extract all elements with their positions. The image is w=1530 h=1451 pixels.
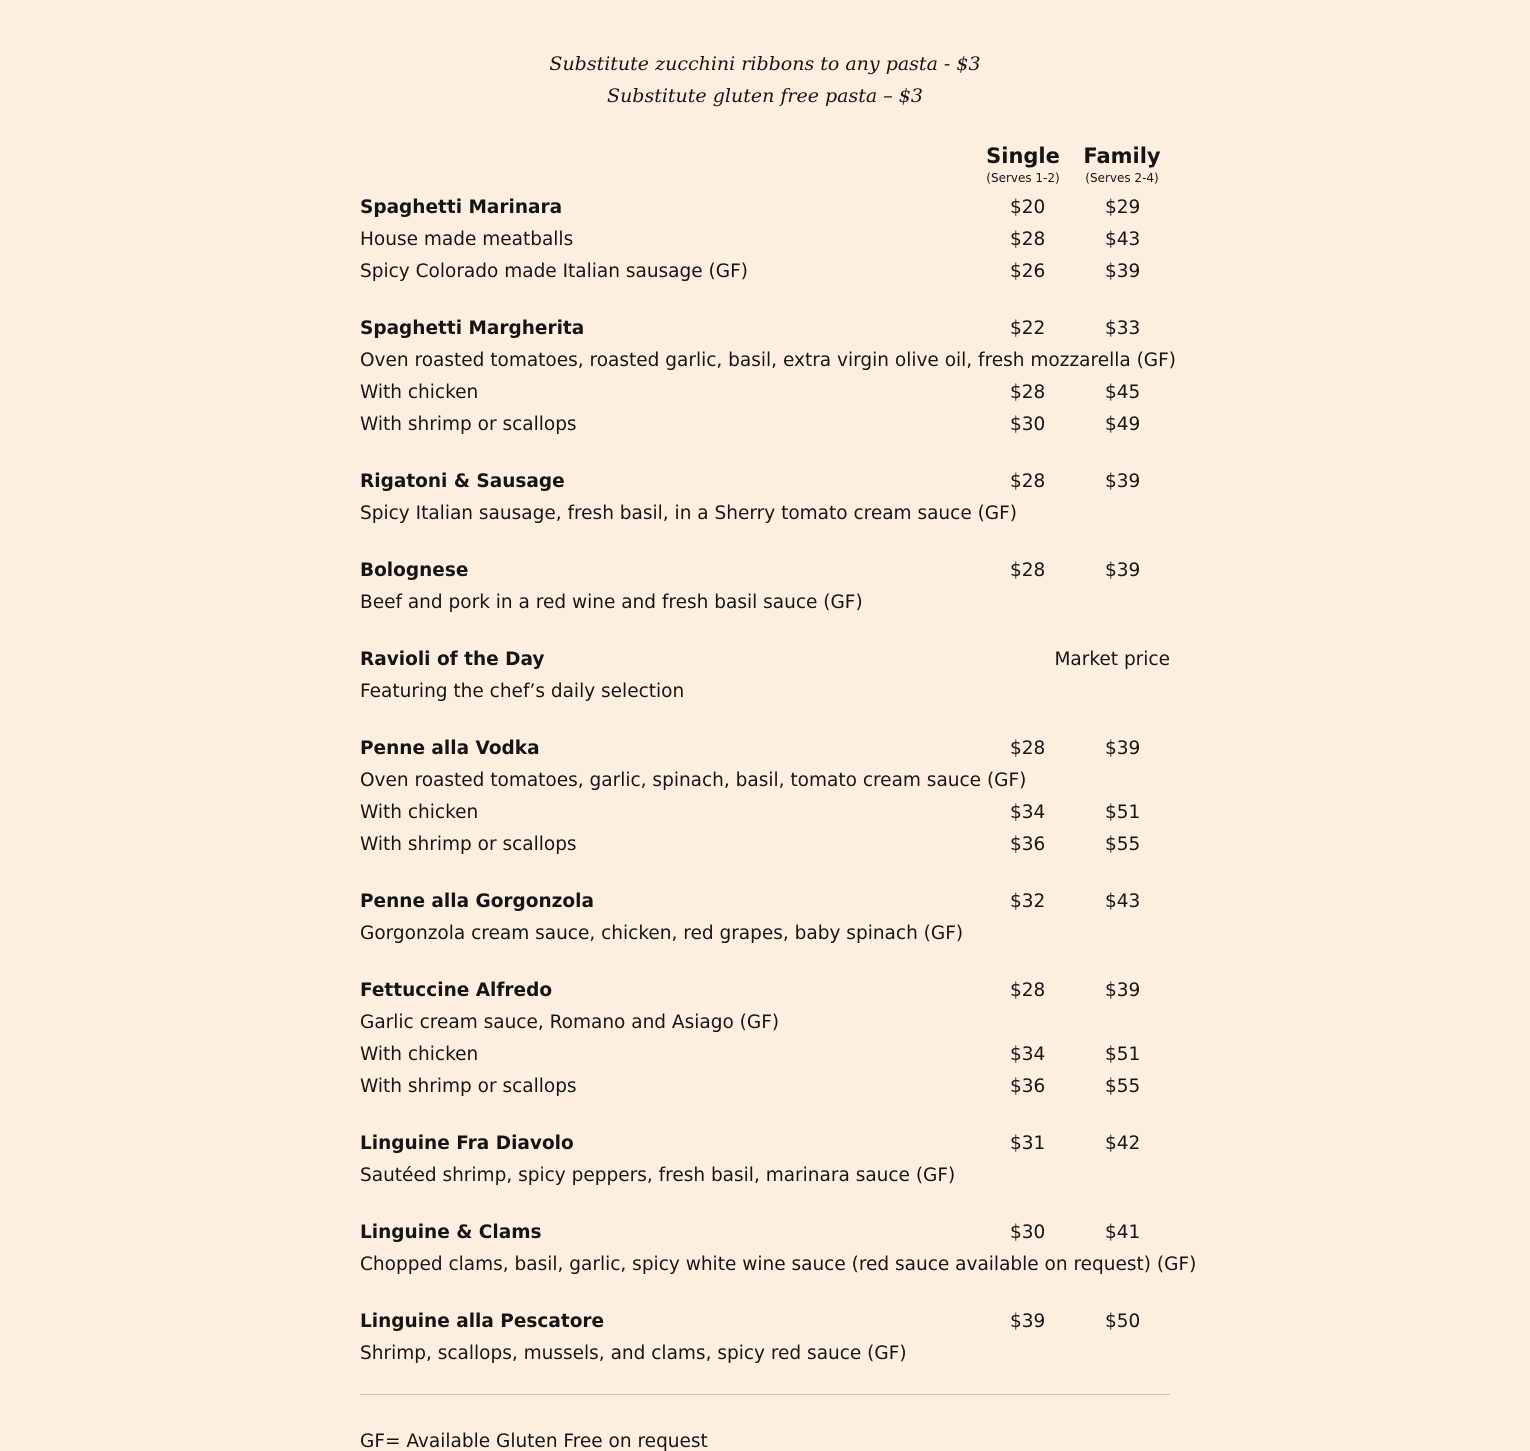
dish-detail: Spicy Colorado made Italian sausage (GF): [360, 261, 748, 282]
price-single: $28: [1010, 229, 1046, 250]
price-family: $39: [1105, 738, 1141, 759]
menu-item-detail: [360, 765, 1170, 797]
dish-detail: Featuring the chef’s daily selection: [360, 681, 685, 702]
menu-item-detail: [360, 829, 1170, 861]
price-single: $28: [1010, 980, 1046, 1001]
menu-item: [360, 644, 1170, 676]
substitution-notes: [0, 48, 1530, 112]
price-single: $36: [1010, 834, 1046, 855]
dish-detail: With chicken: [360, 1044, 479, 1065]
menu-item: [360, 313, 1170, 345]
price-single: $31: [1010, 1133, 1046, 1154]
column-sub-single: (Serves 1-2): [986, 171, 1060, 185]
price-family: $41: [1105, 1222, 1141, 1243]
price-single: $22: [1010, 318, 1046, 339]
menu-item-detail: [360, 1249, 1197, 1281]
price-single: $28: [1010, 382, 1046, 403]
menu-item: [360, 733, 1170, 765]
menu-item-detail: [360, 498, 1170, 530]
price-single: $32: [1010, 891, 1046, 912]
price-single: $28: [1010, 471, 1046, 492]
column-header-family: [1072, 142, 1172, 186]
menu-item: [360, 555, 1170, 587]
menu-item: [360, 1306, 1170, 1338]
menu-item-detail: [360, 345, 1176, 377]
price-family: $55: [1105, 1076, 1141, 1097]
dish-detail: House made meatballs: [360, 229, 574, 250]
column-title-family: Family: [1083, 144, 1161, 168]
dish-name: Linguine & Clams: [360, 1222, 542, 1243]
price-single: $30: [1010, 1222, 1046, 1243]
menu-item-detail: [360, 1338, 1170, 1370]
menu-item-detail: [360, 918, 1170, 950]
dish-detail: With shrimp or scallops: [360, 834, 577, 855]
price-family: $55: [1105, 834, 1141, 855]
dish-name: Linguine alla Pescatore: [360, 1311, 605, 1332]
dish-detail: Chopped clams, basil, garlic, spicy white wine sauce (red sauce available on request) (GF): [360, 1254, 1197, 1275]
dish-detail: With shrimp or scallops: [360, 414, 577, 435]
price-single: $34: [1010, 802, 1046, 823]
column-sub-family: (Serves 2-4): [1085, 171, 1159, 185]
note-zucchini: Substitute zucchini ribbons to any pasta - $3: [549, 53, 981, 75]
dish-detail: Sautéed shrimp, spicy peppers, fresh basil, marinara sauce (GF): [360, 1165, 956, 1186]
menu-item-detail: [360, 1160, 1170, 1192]
dish-detail: With chicken: [360, 802, 479, 823]
price-family: $33: [1105, 318, 1141, 339]
price-family: $39: [1105, 261, 1141, 282]
menu-item-detail: [360, 797, 1170, 829]
price-family: $51: [1105, 1044, 1141, 1065]
divider: [360, 1394, 1170, 1395]
menu-item: [360, 1128, 1170, 1160]
dish-detail: With shrimp or scallops: [360, 1076, 577, 1097]
menu-item-detail: [360, 377, 1170, 409]
price-single: $34: [1010, 1044, 1046, 1065]
dish-name: Spaghetti Margherita: [360, 318, 585, 339]
dish-detail: Spicy Italian sausage, fresh basil, in a Sherry tomato cream sauce (GF): [360, 503, 1018, 524]
price-single: $20: [1010, 197, 1046, 218]
menu-item-detail: [360, 587, 1170, 619]
dish-name: Rigatoni & Sausage: [360, 471, 565, 492]
column-header-single: [973, 142, 1073, 186]
dish-name: Penne alla Vodka: [360, 738, 540, 759]
price-family: $29: [1105, 197, 1141, 218]
menu-item: [360, 466, 1170, 498]
price-single: $26: [1010, 261, 1046, 282]
menu-item-detail: [360, 676, 1170, 708]
menu-item: [360, 975, 1170, 1007]
dish-detail: Oven roasted tomatoes, roasted garlic, basil, extra virgin olive oil, fresh mozzarella (GF): [360, 350, 1176, 371]
dish-name: Ravioli of the Day: [360, 649, 545, 670]
menu-item-detail: [360, 1071, 1170, 1103]
gluten-free-footnote: GF= Available Gluten Free on request: [360, 1431, 708, 1451]
dish-name: Penne alla Gorgonzola: [360, 891, 594, 912]
market-price: Market price: [1054, 649, 1170, 670]
menu-item-detail: [360, 224, 1170, 256]
menu-item: [360, 1217, 1170, 1249]
price-single: $28: [1010, 560, 1046, 581]
menu-item-detail: [360, 409, 1170, 441]
price-family: $51: [1105, 802, 1141, 823]
price-family: $45: [1105, 382, 1141, 403]
price-single: $39: [1010, 1311, 1046, 1332]
price-single: $36: [1010, 1076, 1046, 1097]
dish-detail: Oven roasted tomatoes, garlic, spinach, basil, tomato cream sauce (GF): [360, 770, 1027, 791]
price-family: $39: [1105, 980, 1141, 1001]
dish-name: Bolognese: [360, 560, 469, 581]
dish-detail: Gorgonzola cream sauce, chicken, red grapes, baby spinach (GF): [360, 923, 964, 944]
price-family: $49: [1105, 414, 1141, 435]
price-family: $43: [1105, 229, 1141, 250]
price-single: $30: [1010, 414, 1046, 435]
menu-item: [360, 886, 1170, 918]
dish-name: Fettuccine Alfredo: [360, 980, 553, 1001]
price-single: $28: [1010, 738, 1046, 759]
dish-name: Linguine Fra Diavolo: [360, 1133, 574, 1154]
dish-detail: With chicken: [360, 382, 479, 403]
menu-item: [360, 192, 1170, 224]
dish-detail: Garlic cream sauce, Romano and Asiago (GF): [360, 1012, 780, 1033]
price-family: $42: [1105, 1133, 1141, 1154]
price-family: $50: [1105, 1311, 1141, 1332]
price-family: $39: [1105, 560, 1141, 581]
dish-name: Spaghetti Marinara: [360, 197, 563, 218]
dish-detail: Shrimp, scallops, mussels, and clams, spicy red sauce (GF): [360, 1343, 907, 1364]
menu-item-detail: [360, 1039, 1170, 1071]
menu-item-detail: [360, 256, 1170, 288]
price-family: $39: [1105, 471, 1141, 492]
column-title-single: Single: [986, 144, 1060, 168]
note-gluten-free: Substitute gluten free pasta – $3: [607, 85, 923, 107]
price-family: $43: [1105, 891, 1141, 912]
dish-detail: Beef and pork in a red wine and fresh basil sauce (GF): [360, 592, 863, 613]
menu-item-detail: [360, 1007, 1170, 1039]
